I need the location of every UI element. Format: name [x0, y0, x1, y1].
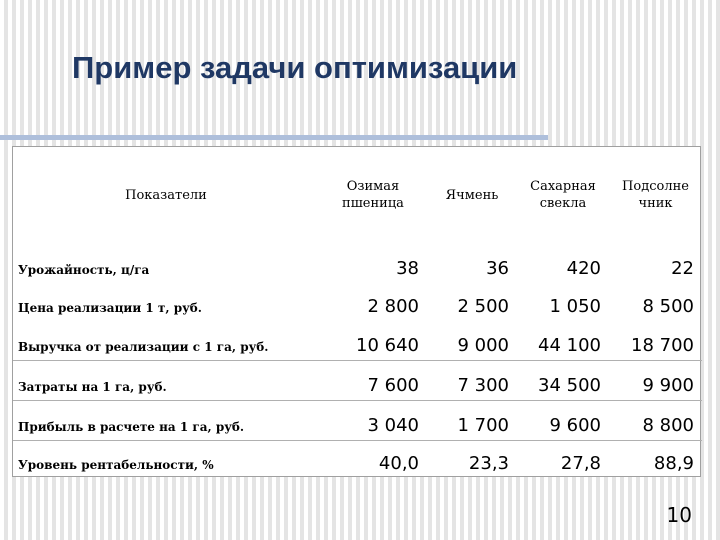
data-table-container [12, 146, 701, 477]
slide-title: Пример задачи оптимизации [72, 50, 518, 85]
cell-value: 18 700 [631, 334, 694, 356]
table-row [13, 400, 702, 440]
cell-value: 7 600 [319, 360, 427, 400]
row-label: Уровень рентабельности, % [13, 440, 319, 478]
cell-value: 2 500 [457, 296, 509, 317]
cell-value: 420 [566, 258, 601, 279]
cell-value: 7 300 [427, 360, 517, 400]
table-row [13, 360, 702, 400]
cell-value: 36 [486, 258, 509, 279]
row-label: Цена реализации 1 т, руб. [18, 301, 202, 315]
cell-value: 34 500 [517, 360, 609, 400]
row-label: Урожайность, ц/га [18, 263, 150, 277]
cell-value: 1 700 [427, 400, 517, 440]
cell-value: 9 600 [517, 400, 609, 440]
table-header-row [13, 147, 702, 243]
cell-value: 10 640 [356, 334, 419, 356]
row-label: Затраты на 1 га, руб. [13, 360, 319, 400]
cell-value: 1 050 [549, 296, 601, 317]
header-sugar-beet: Сахарная свекла [530, 179, 596, 211]
cell-value: 2 800 [367, 296, 419, 317]
cell-value: 38 [396, 258, 419, 279]
cell-value: 8 500 [642, 296, 694, 317]
table-row [13, 243, 702, 283]
table-row [13, 440, 702, 478]
cell-value: 3 040 [319, 400, 427, 440]
header-winter-wheat: Озимая пшеница [342, 179, 404, 211]
title-underline [0, 135, 548, 140]
cell-value: 22 [671, 258, 694, 279]
cell-value: 44 100 [538, 334, 601, 356]
table-row [13, 321, 702, 360]
header-barley: Ячмень [445, 187, 499, 203]
page-number: 10 [666, 503, 692, 527]
row-label: Выручка от реализации с 1 га, руб. [18, 339, 269, 354]
cell-value: 27,8 [517, 440, 609, 478]
crop-indicators-table [13, 147, 702, 478]
cell-value: 9 000 [457, 334, 509, 356]
table-row [13, 283, 702, 321]
cell-value: 40,0 [319, 440, 427, 478]
header-indicators: Показатели [125, 187, 207, 203]
cell-value: 88,9 [609, 440, 702, 478]
header-sunflower: Подсолне чник [622, 179, 689, 211]
row-label: Прибыль в расчете на 1 га, руб. [13, 400, 319, 440]
cell-value: 8 800 [609, 400, 702, 440]
cell-value: 9 900 [609, 360, 702, 400]
cell-value: 23,3 [427, 440, 517, 478]
